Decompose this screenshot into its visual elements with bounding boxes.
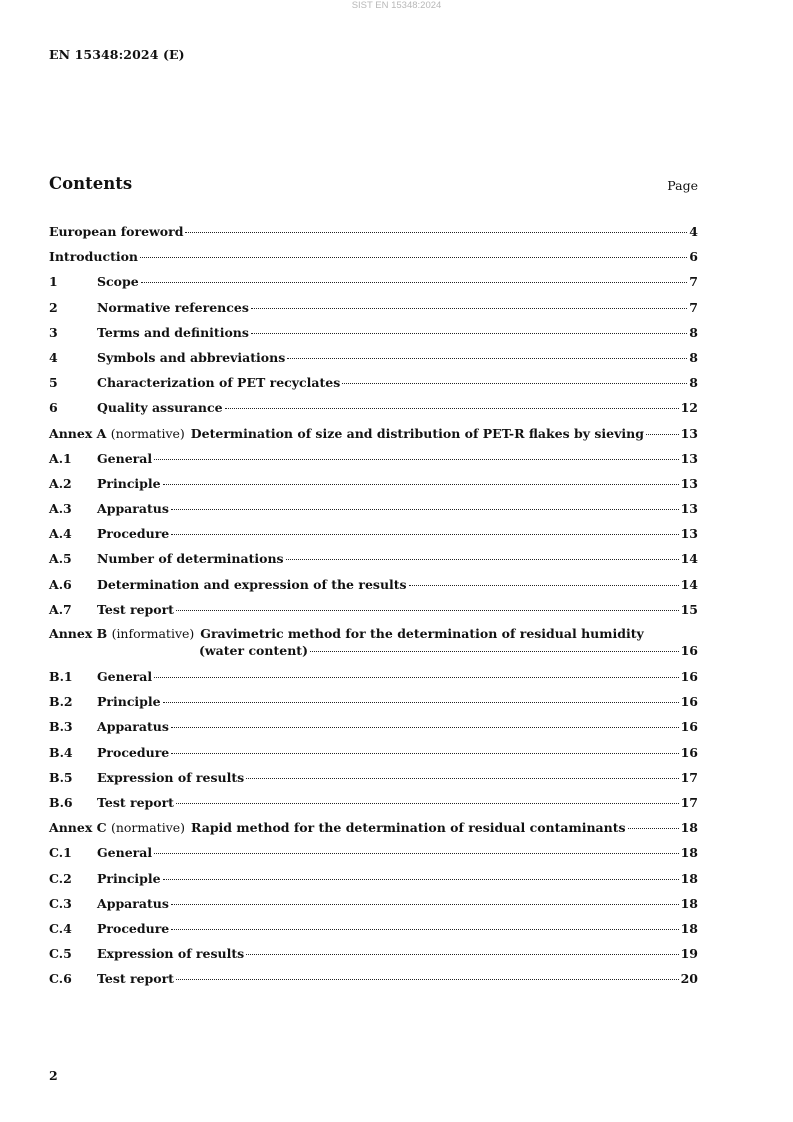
toc-dot-leader xyxy=(246,778,678,779)
toc-entry[interactable] xyxy=(49,449,698,474)
toc-entry[interactable] xyxy=(49,247,698,272)
toc-entry-number: B.3 xyxy=(49,719,73,735)
toc-entry-number: B.4 xyxy=(49,744,73,760)
toc-entry-number: C.1 xyxy=(49,845,72,861)
toc-entry-page: 20 xyxy=(680,971,698,987)
toc-dot-leader xyxy=(287,358,687,359)
toc-entry-title: Test report xyxy=(97,794,174,810)
toc-entry-title: Expression of results xyxy=(97,769,245,785)
toc-entry-page: 15 xyxy=(680,601,698,617)
toc-entry-title: Rapid method for the determination of residual contaminants xyxy=(191,820,626,836)
toc-entry[interactable] xyxy=(49,944,698,969)
toc-entry[interactable] xyxy=(49,323,698,348)
toc-entry-page: 7 xyxy=(689,299,698,315)
toc-dot-leader xyxy=(171,534,678,535)
toc-entry-number: B.2 xyxy=(49,694,73,710)
toc-dot-leader xyxy=(310,651,679,652)
toc-entry-page: 16 xyxy=(680,719,698,735)
toc-entry-title: Number of determinations xyxy=(97,551,284,567)
toc-entry[interactable] xyxy=(49,919,698,944)
toc-entry-title: General xyxy=(97,669,153,684)
toc-entry-page: 16 xyxy=(680,669,698,684)
toc-entry-page: 13 xyxy=(680,450,698,466)
toc-entry[interactable] xyxy=(49,869,698,894)
toc-entry-number: C.6 xyxy=(49,971,72,987)
toc-dot-leader xyxy=(225,408,679,409)
toc-entry[interactable] xyxy=(49,222,698,247)
toc-entry[interactable] xyxy=(49,424,698,449)
toc-entry-title: Expression of results xyxy=(97,946,245,962)
toc-entry-title: Apparatus xyxy=(97,501,169,517)
toc-dot-leader xyxy=(141,282,688,283)
toc-entry-page: 7 xyxy=(689,274,698,290)
toc-entry-number: 3 xyxy=(49,324,58,340)
toc-dot-leader xyxy=(628,828,679,829)
toc-entry[interactable] xyxy=(49,272,698,297)
contents-heading: Contents xyxy=(49,174,133,193)
toc-entry-title: Introduction xyxy=(49,249,139,265)
toc-entry-page: 18 xyxy=(680,895,698,911)
toc-entry-page: 13 xyxy=(680,501,698,517)
toc-entry[interactable] xyxy=(49,499,698,524)
toc-entry-number: A.6 xyxy=(49,576,72,592)
toc-entry[interactable] xyxy=(49,743,698,768)
page-column-label: Page xyxy=(667,178,698,193)
toc-entry[interactable] xyxy=(49,692,698,717)
toc-entry-title: Determination of size and distribution of PET-R flakes by sieving xyxy=(190,425,644,441)
toc-entry-number: A.5 xyxy=(49,551,72,567)
toc-entry-page: 19 xyxy=(680,946,698,962)
toc-annex-label: Annex A xyxy=(49,425,107,441)
toc-dot-leader xyxy=(176,979,679,980)
toc-entry-number: 1 xyxy=(49,274,58,290)
toc-entry-page: 8 xyxy=(689,349,698,365)
toc-entry-title: Normative references xyxy=(97,299,249,315)
toc-entry-title: Procedure xyxy=(97,920,170,936)
toc-entry-title: Apparatus xyxy=(97,895,169,911)
toc-dot-leader xyxy=(246,954,678,955)
toc-entry-number: 6 xyxy=(49,400,58,416)
toc-dot-leader xyxy=(154,459,678,460)
toc-annex-label: Annex C xyxy=(49,820,107,836)
toc-entry-page: 18 xyxy=(680,845,698,861)
toc-entry[interactable] xyxy=(49,843,698,868)
toc-entry-title: Determination and expression of the results xyxy=(97,576,407,592)
toc-entry-title: European foreword xyxy=(49,224,184,239)
toc-dot-leader xyxy=(176,803,679,804)
toc-dot-leader xyxy=(163,879,679,880)
toc-entry-title: Symbols and abbreviations xyxy=(97,349,286,365)
toc-entry[interactable] xyxy=(49,348,698,373)
toc-dot-leader xyxy=(171,727,679,728)
toc-entry-number: 2 xyxy=(49,299,58,315)
toc-entry-page: 12 xyxy=(680,400,698,416)
toc-dot-leader xyxy=(163,702,679,703)
toc-entry-page: 18 xyxy=(680,920,698,936)
toc-entry-number: B.6 xyxy=(49,794,73,810)
toc-dot-leader xyxy=(409,585,679,586)
toc-entry-title: Test report xyxy=(97,971,174,987)
toc-entry[interactable] xyxy=(49,600,698,625)
toc-dot-leader xyxy=(286,559,679,560)
toc-entry-page: 13 xyxy=(680,425,698,441)
toc-dot-leader xyxy=(163,484,679,485)
page-number: 2 xyxy=(49,1068,58,1083)
document-id: EN 15348:2024 (E) xyxy=(49,47,185,62)
table-of-contents xyxy=(49,222,698,994)
toc-entry-page: 13 xyxy=(680,526,698,542)
toc-entry-number: C.3 xyxy=(49,895,72,911)
toc-dot-leader xyxy=(171,753,678,754)
toc-entry-page: 16 xyxy=(680,694,698,710)
toc-entry-page: 8 xyxy=(689,375,698,391)
toc-entry-number: A.4 xyxy=(49,526,72,542)
toc-annex-label: Annex B xyxy=(49,626,108,641)
toc-entry-title: Principle xyxy=(97,694,161,710)
toc-entry-page: 16 xyxy=(680,744,698,760)
toc-entry-number: C.2 xyxy=(49,870,72,886)
toc-entry-page: 17 xyxy=(680,794,698,810)
toc-entry[interactable] xyxy=(49,818,698,843)
toc-entry[interactable] xyxy=(49,373,698,398)
toc-dot-leader xyxy=(342,383,687,384)
toc-entry-title: General xyxy=(97,450,153,466)
toc-entry-number: A.2 xyxy=(49,475,72,491)
toc-entry[interactable] xyxy=(49,575,698,600)
watermark: SIST EN 15348:2024 xyxy=(351,0,442,11)
toc-entry-number: B.1 xyxy=(49,669,73,684)
toc-entry-title: Scope xyxy=(97,274,139,290)
toc-entry-number: C.5 xyxy=(49,946,72,962)
toc-entry-number: 4 xyxy=(49,349,58,365)
toc-entry-title-continued: (water content) xyxy=(199,643,308,658)
toc-entry-number: A.7 xyxy=(49,601,72,617)
toc-entry[interactable] xyxy=(49,398,698,423)
toc-entry-title: Characterization of PET recyclates xyxy=(97,375,341,391)
toc-entry[interactable] xyxy=(49,549,698,574)
toc-entry-number: 5 xyxy=(49,375,58,391)
toc-entry-title: Test report xyxy=(97,601,174,617)
toc-entry[interactable] xyxy=(49,768,698,793)
toc-dot-leader xyxy=(171,509,679,510)
toc-entry-page: 14 xyxy=(680,551,698,567)
toc-entry-page: 6 xyxy=(689,249,698,265)
toc-entry[interactable] xyxy=(49,717,698,742)
toc-entry-page: 14 xyxy=(680,576,698,592)
toc-entry-page: 17 xyxy=(680,769,698,785)
toc-dot-leader xyxy=(154,853,678,854)
toc-dot-leader xyxy=(154,677,678,678)
toc-entry-page: 4 xyxy=(689,224,698,239)
toc-annex-type: (informative) xyxy=(111,626,195,641)
toc-dot-leader xyxy=(171,904,679,905)
toc-entry-page: 16 xyxy=(680,643,698,658)
toc-entry-number: B.5 xyxy=(49,769,73,785)
toc-entry-number: C.4 xyxy=(49,920,72,936)
toc-entry-title: Procedure xyxy=(97,744,170,760)
toc-entry-title: General xyxy=(97,845,153,861)
toc-entry[interactable] xyxy=(49,667,698,692)
toc-dot-leader xyxy=(176,610,679,611)
toc-entry-title: Apparatus xyxy=(97,719,169,735)
toc-entry-page: 13 xyxy=(680,475,698,491)
toc-entry[interactable] xyxy=(49,524,698,549)
toc-dot-leader xyxy=(185,232,687,233)
toc-entry-title: Quality assurance xyxy=(97,400,223,416)
toc-dot-leader xyxy=(251,333,687,334)
toc-entry[interactable] xyxy=(49,625,698,667)
toc-entry-title: Procedure xyxy=(97,526,170,542)
toc-entry-title: Principle xyxy=(97,475,161,491)
toc-entry-title: Gravimetric method for the determination of residual humidity xyxy=(200,626,644,641)
toc-entry-number: A.1 xyxy=(49,450,72,466)
toc-dot-leader xyxy=(171,929,678,930)
toc-annex-type: (normative) xyxy=(110,425,185,441)
toc-dot-leader xyxy=(251,308,687,309)
toc-dot-leader xyxy=(646,434,679,435)
toc-entry-number: A.3 xyxy=(49,501,72,517)
toc-entry-page: 18 xyxy=(680,870,698,886)
toc-annex-type: (normative) xyxy=(110,820,186,836)
toc-entry-title: Principle xyxy=(97,870,161,886)
toc-entry[interactable] xyxy=(49,298,698,323)
toc-entry-page: 8 xyxy=(689,324,698,340)
toc-entry[interactable] xyxy=(49,969,698,994)
toc-entry-title: Terms and definitions xyxy=(97,324,249,340)
toc-entry[interactable] xyxy=(49,793,698,818)
toc-entry[interactable] xyxy=(49,474,698,499)
toc-entry-page: 18 xyxy=(680,820,698,836)
toc-dot-leader xyxy=(140,257,687,258)
toc-entry[interactable] xyxy=(49,894,698,919)
